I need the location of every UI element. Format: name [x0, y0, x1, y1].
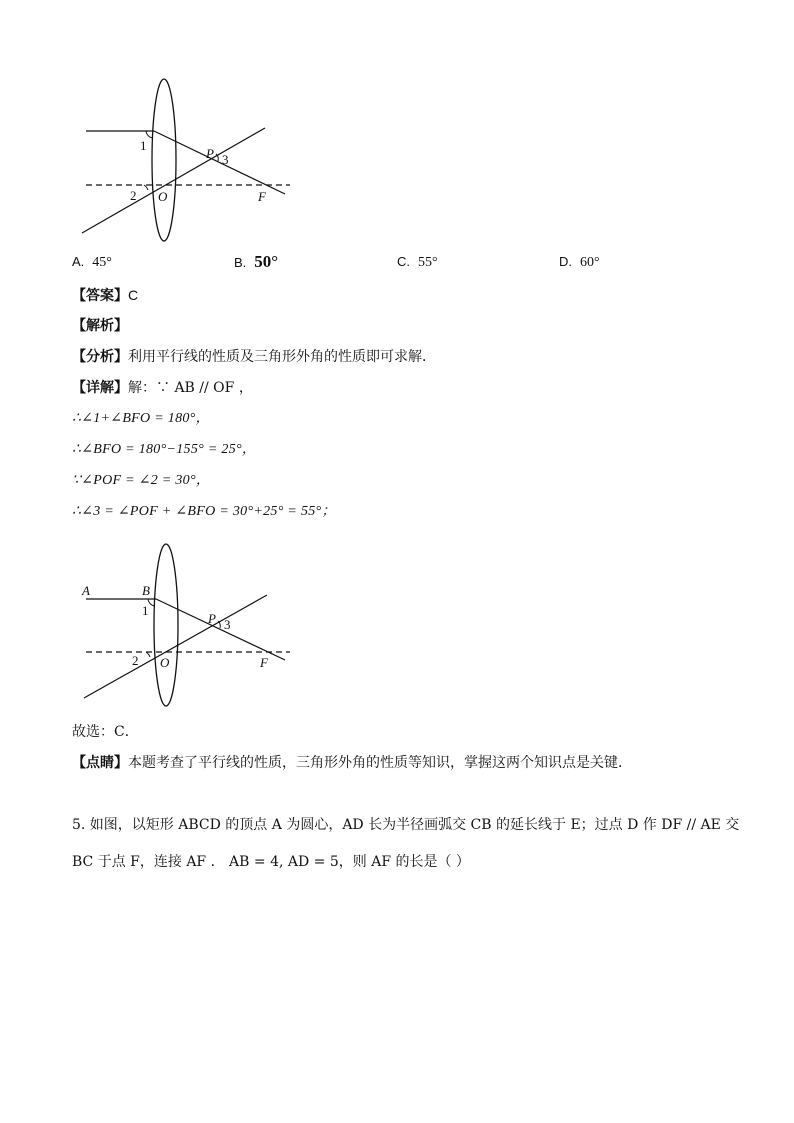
- question5-line1: 5. 如图，以矩形 ABCD 的顶点 A 为圆心，AD 长为半径画弧交 CB 的延长线于 E；过点 D 作 DF // AE 交: [72, 817, 740, 833]
- label-angle3: 3: [224, 617, 231, 632]
- angle2-arc: [146, 652, 150, 657]
- dianjing-text: 本题考查了平行线的性质，三角形外角的性质等知识，掌握这两个知识点是关键．: [128, 755, 632, 771]
- label-A: A: [82, 583, 90, 598]
- option-value: 50°: [254, 252, 279, 271]
- option-value: 60°: [580, 255, 600, 270]
- label-F: F: [260, 655, 268, 670]
- option-key: B.: [234, 255, 247, 270]
- step-1: ∴∠1+∠BFO = 180°，: [72, 411, 210, 426]
- fenxi-tag: 【分析】: [72, 349, 128, 365]
- analysis-tag: 【解析】: [72, 318, 128, 334]
- step-2: ∴∠BFO = 180°−155° = 25°，: [72, 442, 257, 457]
- lens-ellipse: [154, 544, 178, 706]
- fenxi-line: [72, 347, 436, 367]
- lens-ellipse: [152, 79, 176, 241]
- label-angle3: 3: [222, 152, 229, 167]
- option-key: A.: [72, 254, 85, 269]
- oblique-line: [84, 595, 267, 698]
- angle2-arc: [144, 185, 148, 190]
- detail-text: 解：∵ AB // OF ，: [128, 380, 253, 396]
- detail-line: [72, 378, 253, 398]
- option-value: 45°: [92, 255, 112, 270]
- dianjing-tag: 【点睛】: [72, 755, 128, 771]
- label-O: O: [160, 655, 170, 670]
- option-value: 55°: [418, 255, 438, 270]
- lens-figure-2: [80, 543, 295, 708]
- option-d[interactable]: [559, 254, 600, 271]
- refracted-ray: [156, 599, 285, 660]
- label-O: O: [158, 189, 168, 204]
- option-a[interactable]: [72, 254, 112, 271]
- step-3: ∵∠POF = ∠2 = 30°，: [72, 473, 211, 488]
- question5-line2: BC 于点 F，连接 AF ． AB = 4, AD = 5，则 AF 的长是（ ）: [72, 854, 470, 870]
- label-angle1: 1: [140, 138, 147, 153]
- answer-text: C: [128, 287, 139, 303]
- option-key: C.: [397, 254, 410, 269]
- label-F: F: [258, 189, 266, 204]
- option-c[interactable]: [397, 254, 438, 271]
- step-4: ∴∠3 = ∠POF + ∠BFO = 30°+25° = 55°；: [72, 504, 336, 519]
- answer-tag: 【答案】: [72, 288, 128, 304]
- label-angle2: 2: [130, 188, 137, 203]
- label-B: B: [142, 583, 150, 598]
- label-angle2: 2: [132, 653, 139, 668]
- label-P: P: [208, 611, 216, 626]
- option-key: D.: [559, 254, 572, 269]
- oblique-line: [82, 128, 265, 233]
- choose-line: 故选：C．: [72, 724, 139, 740]
- label-angle1: 1: [142, 603, 149, 618]
- fenxi-text: 利用平行线的性质及三角形外角的性质即可求解．: [128, 349, 436, 365]
- option-b[interactable]: [234, 252, 278, 272]
- detail-tag: 【详解】: [72, 380, 128, 396]
- answer-options: [72, 254, 772, 276]
- label-P: P: [206, 146, 214, 161]
- lens-figure-1: [80, 78, 295, 243]
- analysis-heading: [72, 316, 128, 336]
- dianjing-line: [72, 753, 632, 773]
- answer-line: [72, 285, 138, 306]
